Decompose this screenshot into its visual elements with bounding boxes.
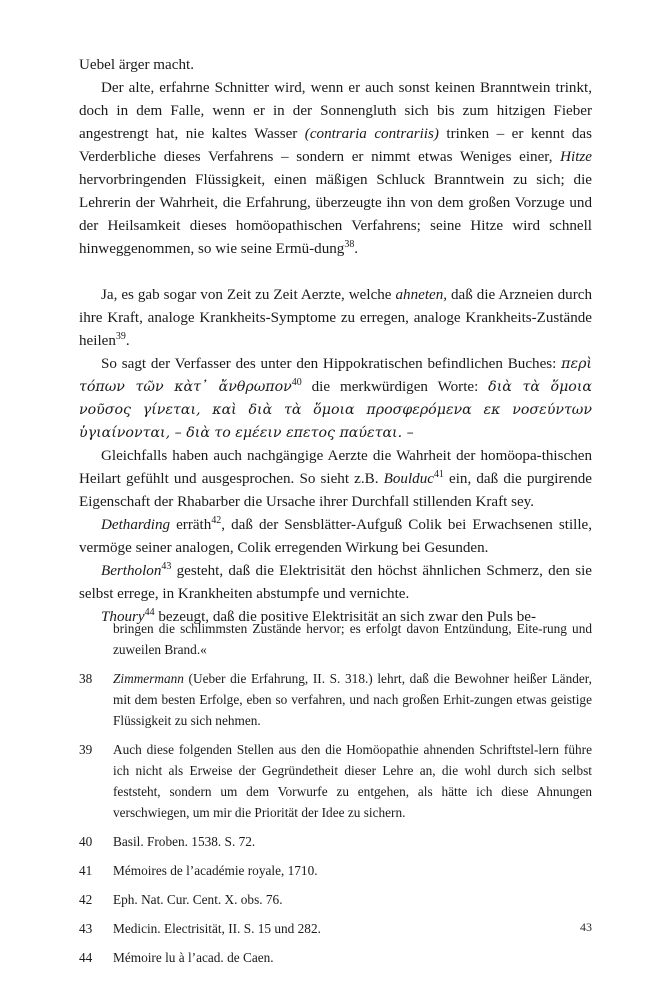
italic-run: Boulduc xyxy=(383,471,434,487)
footnote-entry-44 xyxy=(79,947,592,968)
text-run: bezeugt, daß die positive Elektrisität an sich zwar den Puls be- xyxy=(154,609,536,625)
text-run: . xyxy=(125,333,130,349)
paragraph-p-uebel xyxy=(79,54,592,77)
paragraph-p-detharding xyxy=(79,514,592,560)
paragraph-p-gleichfalls xyxy=(79,445,592,514)
footnote-marker: 40 xyxy=(291,376,302,388)
text-run: erräth xyxy=(170,517,212,533)
footnote-text xyxy=(113,860,592,881)
text-run: trinken – er kennt das Verderbliche dieses Verfahrens – sondern er nimmt etwas Weniges einer, xyxy=(79,126,593,165)
footnote-text xyxy=(113,918,592,939)
footnote-number: 40 xyxy=(79,834,93,849)
footnote-entry-42 xyxy=(79,889,592,910)
paragraph-p-schnitter xyxy=(79,77,592,261)
footnote-number: 41 xyxy=(79,863,93,878)
footnote-marker: 44 xyxy=(144,606,155,618)
text-run: . xyxy=(354,241,359,257)
footnote-entry-38 xyxy=(79,668,592,731)
greek-run: διὰ τὰ ὅμοια νοῦσος γίνεται, καὶ διὰ τὰ ὅμοια προσφερόμενα εκ νοσεύντων ὑγιαίνονται, – διὰ το εμέειν επετος παύεται. – xyxy=(79,379,592,441)
footnote-entry-40 xyxy=(79,831,592,852)
footnote-text xyxy=(113,947,592,968)
italic-run: Thoury xyxy=(101,609,145,625)
footnote-block xyxy=(79,618,592,968)
italic-run: Bertholon xyxy=(101,563,162,579)
text-run: gesteht, daß die Elektrisität den höchst ähnlichen Schmerz, den sie selbst errege, in Krankheiten abstumpfe und vernichte. xyxy=(79,563,592,602)
text-run: Basil. Froben. 1538. S. 72. xyxy=(113,834,256,849)
text-run: Gleichfalls haben auch nachgängige Aerzte die Wahrheit der homöopa-thischen Heilart gefühlt und ausgesprochen. So sieht z.B. xyxy=(79,448,592,487)
paragraph-p-ja-es-gab xyxy=(79,284,592,353)
footnote-marker: 42 xyxy=(211,514,222,526)
footnote-number: 44 xyxy=(79,950,93,965)
italic-run: Detharding xyxy=(101,517,171,533)
footnote-spacer xyxy=(79,823,592,831)
text-run: Mémoire lu à l’acad. de Caen. xyxy=(113,950,274,965)
footnote-spacer xyxy=(79,852,592,860)
text-run: hervorbringenden Flüssigkeit, einen mäßigen Schluck Branntwein zu sich; die Lehrerin der Wahrheit, die Erfahrung, überzeugte ihn von dem großen Vorzuge und der Heilsamkeit dieses homöopathischen Verfahrens; seine Hitze wird schnell hinweggenommen, so wie seine Ermü-dung xyxy=(79,172,592,257)
page-number: 43 xyxy=(580,920,592,934)
footnote-spacer xyxy=(79,660,592,668)
footnote-entry-41 xyxy=(79,860,592,881)
text-run: bringen die schlimmsten Zustände hervor; es erfolgt davon Entzündung, Eite-rung und zuweilen Brand.« xyxy=(113,621,592,657)
text-run: ein, daß die purgirende Eigenschaft der Rhabarber die Ursache ihrer Durchfall stillenden Kraft sey. xyxy=(79,471,592,510)
italic-run: ahneten, xyxy=(395,287,448,303)
footnote-text xyxy=(113,889,592,910)
footnote-text xyxy=(113,739,592,823)
text-run: Ja, es gab sogar von Zeit zu Zeit Aerzte, welche xyxy=(101,287,396,303)
footnote-number: 38 xyxy=(79,671,93,686)
footnote-spacer xyxy=(79,881,592,889)
footnote-spacer xyxy=(79,731,592,739)
footnote-marker: 39 xyxy=(115,330,126,342)
text-run: Mémoires de l’académie royale, 1710. xyxy=(113,863,318,878)
paragraph-p-bertholon xyxy=(79,560,592,606)
footnote-number: 42 xyxy=(79,892,93,907)
footnote-marker: 43 xyxy=(161,560,172,572)
footnote-number: 43 xyxy=(79,921,93,936)
text-run: So sagt der Verfasser des unter den Hippokratischen befindlichen Buches: xyxy=(101,356,562,372)
text-run: die merkwürdigen Worte: xyxy=(301,379,489,395)
footnote-entry-39 xyxy=(79,739,592,823)
footnote-number: 39 xyxy=(79,742,93,757)
text-run: (Ueber die Erfahrung, II. S. 318.) lehrt, daß die Bewohner heißer Länder, mit dem besten Erfolge, eben so verfahren, und nach großen Erhit-zungen etwas geistige Flüssigkeit zu sich nehmen. xyxy=(113,671,592,728)
text-run: Uebel ärger macht. xyxy=(79,57,194,73)
paragraph-p-hippokrates xyxy=(79,353,592,445)
body-text-block xyxy=(79,54,592,629)
paragraph-gap xyxy=(79,261,592,284)
footnote-entry-43 xyxy=(79,918,592,939)
text-run: , daß der Sensblätter-Aufguß Colik bei Erwachsenen stille, vermöge seiner analogen, Colik erregenden Wirkung bei Gesunden. xyxy=(79,517,593,556)
text-run: Eph. Nat. Cur. Cent. X. obs. 76. xyxy=(113,892,283,907)
italic-run: Zimmermann xyxy=(113,671,184,686)
footnote-text xyxy=(113,668,592,731)
footnote-marker: 38 xyxy=(344,238,355,250)
footnote-marker: 41 xyxy=(433,468,444,480)
greek-run: περὶ τόπων τῶν κὰτ᾽ ἄνθρωπον xyxy=(79,356,592,395)
text-run: Medicin. Electrisität, II. S. 15 und 282. xyxy=(113,921,321,936)
text-run: Auch diese folgenden Stellen aus den die Homöopathie ahnenden Schriftstel-lern führe ich nicht als Erweise der Gegründetheit dieser Lehre an, die wohl durch sich selbst feststeht, sondern um dem Vorwurfe zu entgehen, als hätte ich diese Ahnungen verschwiegen, um mir die Priorität der Idee zu sichern. xyxy=(113,742,592,820)
footnote-text xyxy=(113,831,592,852)
footnote-spacer xyxy=(79,939,592,947)
footnote-spacer xyxy=(79,910,592,918)
footnote-continuation-text xyxy=(113,618,592,660)
text-run: daß die Arzneien durch ihre Kraft, analoge Krankheits-Symptome zu erregen, analoge Krankheits-Zustände heilen xyxy=(79,287,592,349)
text-run: Der alte, erfahrne Schnitter wird, wenn er auch sonst keinen Branntwein trinkt, doch in dem Falle, wenn er in der Sonnengluth sich bis zum hitzigen Fieber angestrengt hat, nie kaltes Wasser xyxy=(79,80,592,142)
italic-run: Hitze xyxy=(560,149,592,165)
italic-run: (contraria contrariis) xyxy=(304,126,439,142)
